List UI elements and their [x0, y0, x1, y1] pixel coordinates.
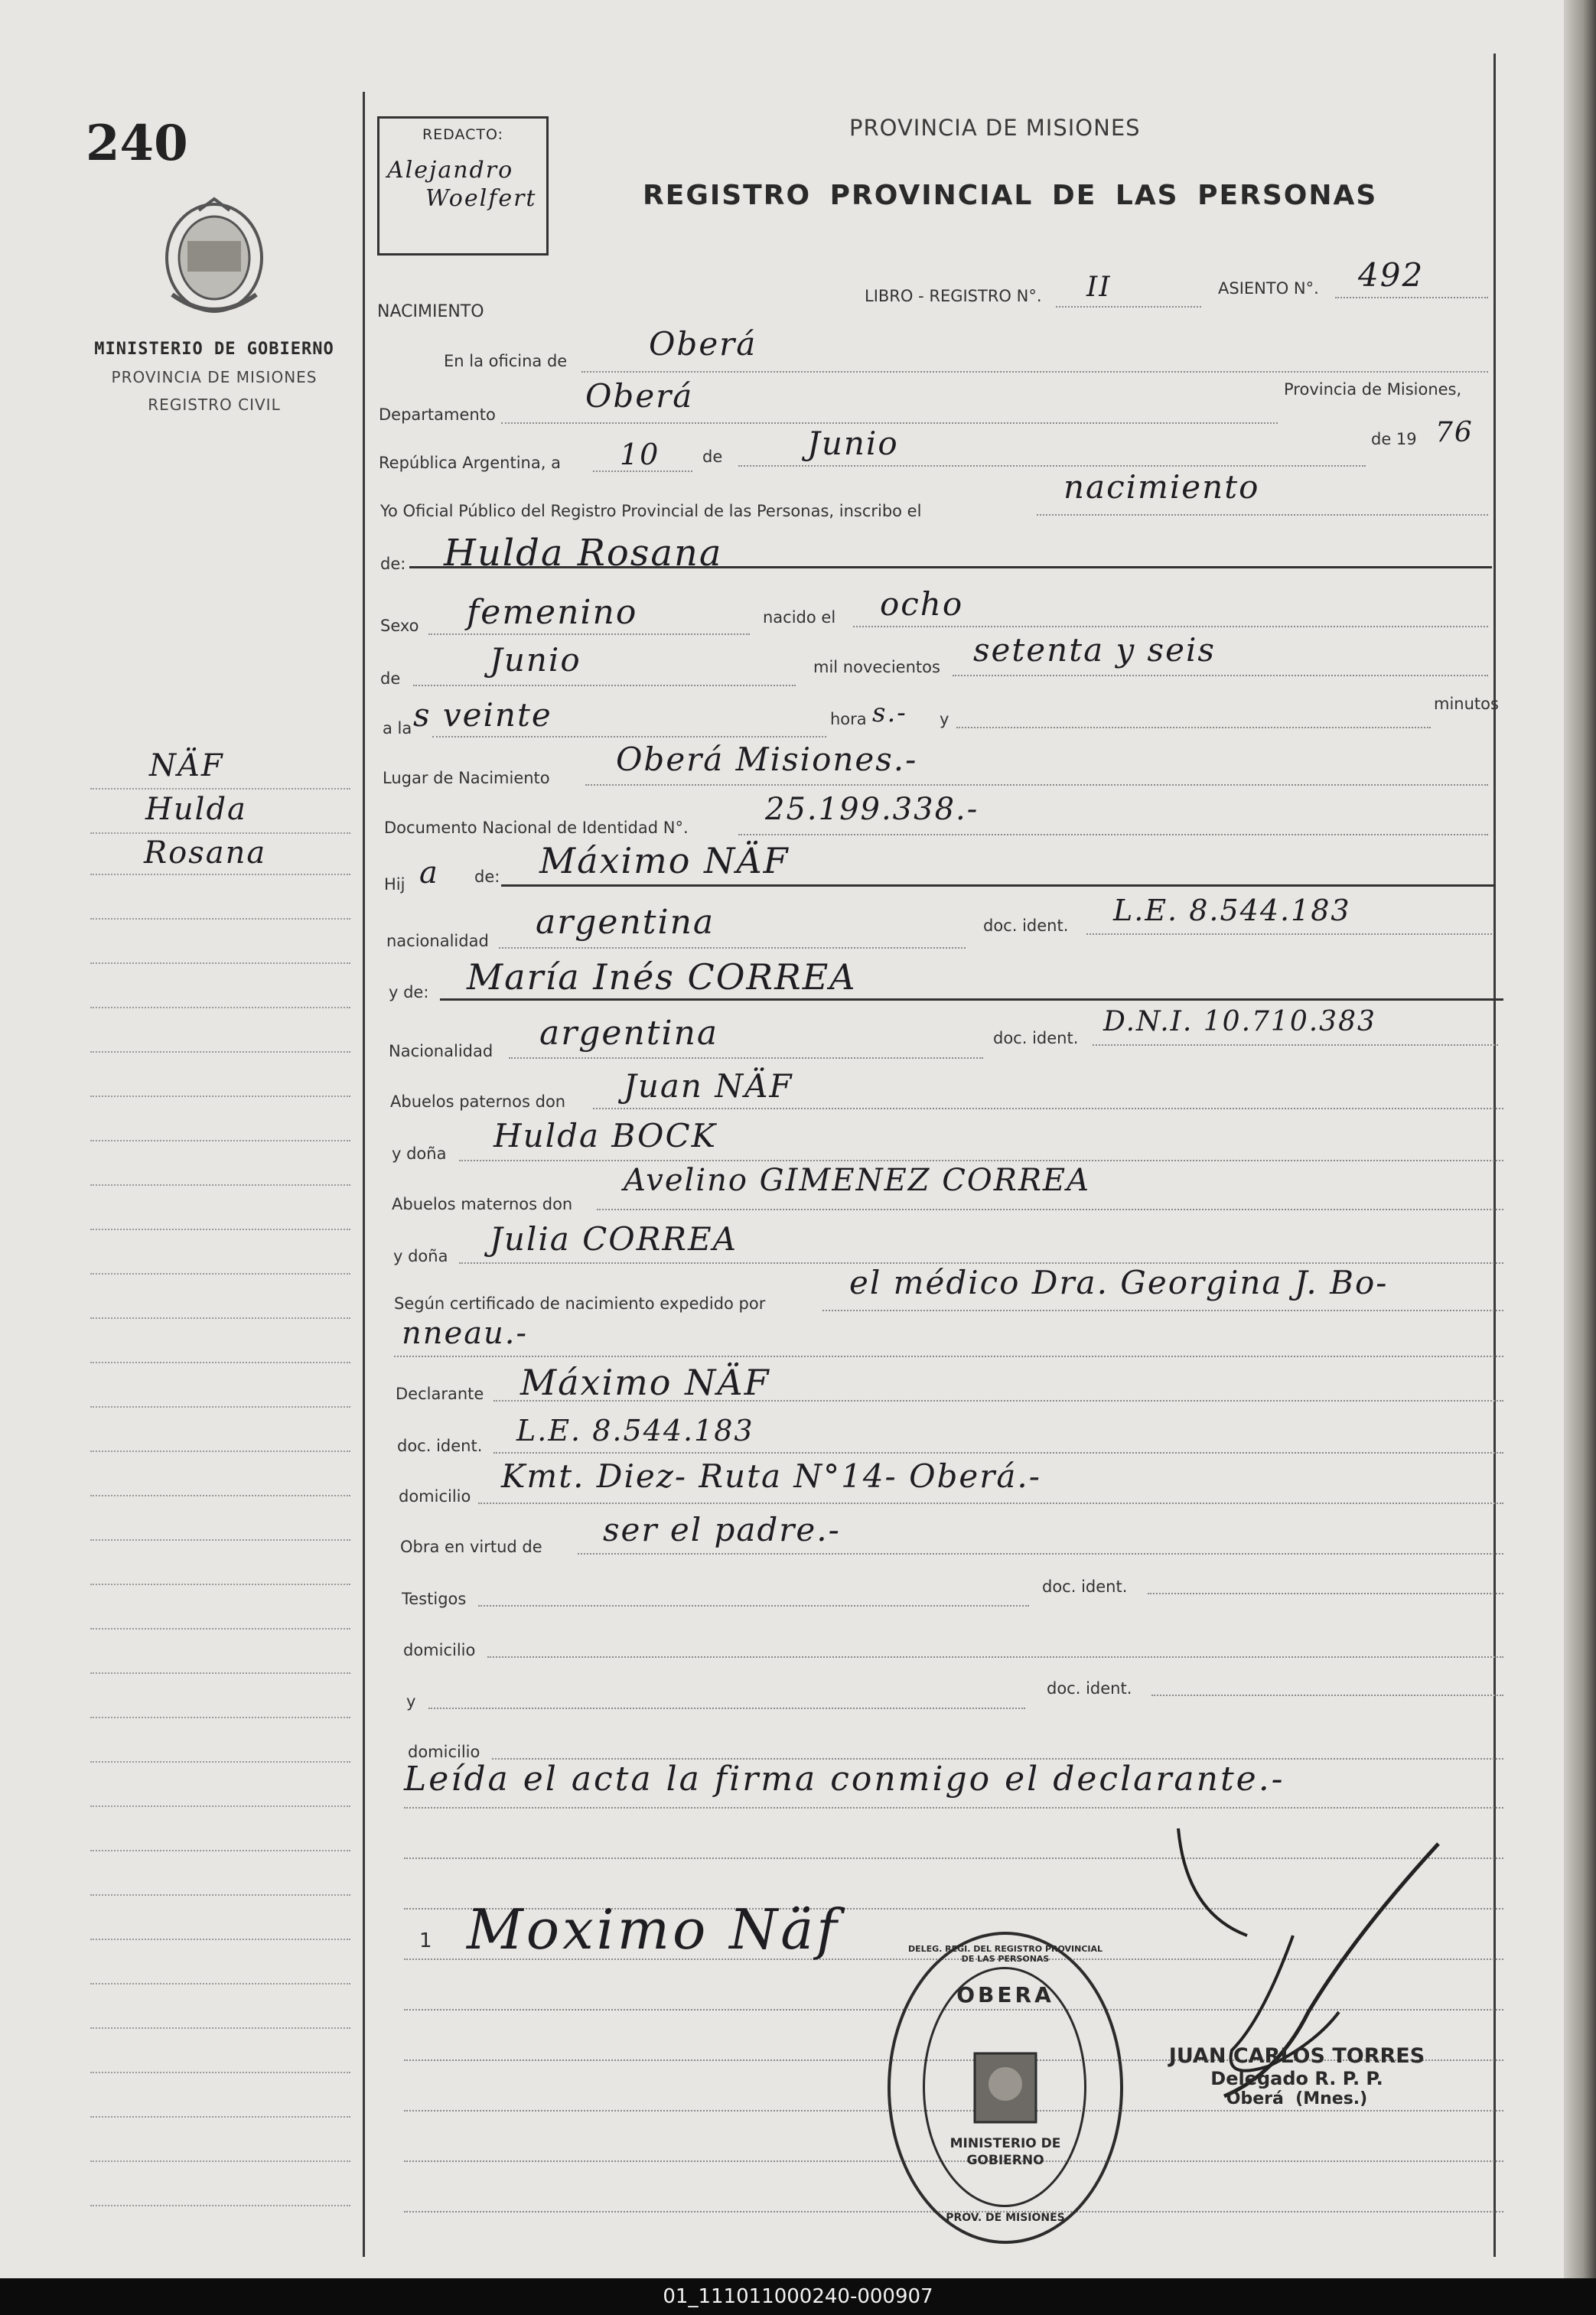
obra-label: Obra en virtud de [400, 1538, 542, 1556]
de2-label: de [380, 669, 401, 688]
asiento-label: ASIENTO N°. [1218, 279, 1319, 298]
section-label: NACIMIENTO [377, 302, 484, 321]
folio-number: 240 [86, 115, 188, 172]
ydona2-label: y doña [393, 1247, 448, 1265]
dni-label: Documento Nacional de Identidad N°. [384, 819, 689, 837]
madre-value: María Inés CORREA [467, 956, 857, 998]
seal-inner-text: MINISTERIO DE GOBIERNO [949, 2136, 1061, 2168]
doc-padre-label: doc. ident. [983, 917, 1069, 935]
republica-label: República Argentina, a [379, 454, 561, 472]
redacto-name-2: Woelfert [425, 185, 537, 212]
seal-emblem-icon [969, 2046, 1042, 2130]
abuelo-mat-value: Avelino GIMENEZ CORREA [624, 1163, 1091, 1198]
oficial-label: Yo Oficial Público del Registro Provincial de las Personas, inscribo el [380, 502, 922, 520]
testigos-label: Testigos [402, 1590, 467, 1608]
doc-madre-label: doc. ident. [993, 1029, 1079, 1047]
hora-value: s.- [872, 698, 907, 728]
nac-padre-label: nacionalidad [386, 932, 489, 950]
left-frame-line [363, 92, 365, 2257]
seal-city: OBERA [956, 1982, 1054, 2007]
official-name: JUAN CARLOS TORRES [1168, 2044, 1425, 2068]
certificado-value-1: el médico Dra. Georgina J. Bo- [849, 1264, 1389, 1301]
dia-value: 10 [620, 438, 660, 471]
dni-value: 25.199.338.- [765, 792, 979, 827]
margin-note-surname: NÄF [149, 748, 224, 783]
inscribo-value: nacimiento [1063, 468, 1260, 506]
madre-underline [440, 998, 1503, 1001]
seal-bottom-text: PROV. DE MISIONES [946, 2212, 1065, 2224]
certificado-value-2: nneau.- [402, 1316, 529, 1351]
header-province: PROVINCIA DE MISIONES [849, 115, 1141, 141]
oficina-label: En la oficina de [444, 352, 568, 370]
official-seal [888, 1932, 1123, 2244]
ala-label: a la [383, 719, 412, 737]
ala-value: s veinte [413, 696, 552, 734]
registry-label: REGISTRO CIVIL [148, 396, 281, 414]
ministry-label: MINISTERIO DE GOBIERNO [94, 340, 334, 359]
provincia-label: Provincia de Misiones, [1284, 380, 1462, 399]
hora-label: hora [830, 710, 867, 728]
yde-label: y de: [389, 983, 429, 1001]
nombre-label: de: [380, 555, 406, 573]
domicilio-value: Kmt. Diez- Ruta N°14- Oberá.- [501, 1457, 1041, 1495]
firma-index: 1 [419, 1929, 432, 1952]
official-place: Oberá (Mnes.) [1226, 2089, 1368, 2108]
de-padre-label: de: [474, 868, 500, 886]
abuela-mat-value: Julia CORREA [490, 1220, 738, 1258]
province-label: PROVINCIA DE MISIONES [111, 368, 318, 386]
anio-label: de 19 [1371, 430, 1417, 448]
official-role: Delegado R. P. P. [1210, 2068, 1383, 2089]
departamento-label: Departamento [379, 405, 496, 424]
file-id-bar: 01_111011000240-000907 [0, 2278, 1596, 2315]
y-label: y [940, 710, 949, 728]
mes-value: Junio [807, 425, 899, 462]
domicilio3-label: domicilio [408, 1743, 480, 1761]
lugar-label: Lugar de Nacimiento [383, 769, 550, 787]
domicilio-label: domicilio [399, 1487, 471, 1506]
nacido-value: ocho [880, 585, 964, 623]
abuela-pat-value: Hulda BOCK [493, 1117, 717, 1154]
nac-madre-value: argentina [539, 1014, 719, 1053]
declarante-label: Declarante [396, 1385, 484, 1403]
nac-padre-value: argentina [536, 903, 715, 942]
nac-madre-label: Nacionalidad [389, 1042, 493, 1060]
page-title: REGISTRO PROVINCIAL DE LAS PERSONAS [643, 180, 1378, 211]
book-spine [1564, 0, 1596, 2278]
domicilio2-label: domicilio [403, 1641, 476, 1659]
obra-value: ser el padre.- [603, 1511, 841, 1548]
declarant-signature: Moximo Näf [467, 1897, 840, 1962]
padre-underline [501, 884, 1496, 887]
mil-label: mil novecientos [813, 658, 940, 676]
hij-label: Hij [384, 875, 406, 894]
sexo-label: Sexo [380, 617, 419, 635]
coat-of-arms-icon [157, 195, 272, 325]
redacto-label: REDACTO: [422, 126, 504, 143]
doc-padre-value: L.E. 8.544.183 [1113, 894, 1351, 927]
margin-note-name-1: Hulda [145, 792, 247, 827]
padre-value: Máximo NÄF [539, 840, 790, 881]
sexo-value: femenino [467, 593, 638, 632]
right-frame-line [1493, 54, 1496, 2257]
anio2-value: setenta y seis [973, 631, 1216, 669]
nombre-underline [409, 566, 1492, 568]
doc-decl-label: doc. ident. [397, 1437, 483, 1455]
certificado-label: Según certificado de nacimiento expedido por [394, 1294, 766, 1313]
margin-note-name-2: Rosana [144, 835, 267, 871]
doc-madre-value: D.N.I. 10.710.383 [1103, 1006, 1376, 1037]
hij-value: a [419, 855, 439, 891]
abuelo-pat-value: Juan NÄF [624, 1067, 793, 1105]
abuelos-mat-label: Abuelos maternos don [392, 1195, 573, 1213]
minutos-label: minutos [1434, 695, 1499, 713]
nombre-value: Hulda Rosana [444, 532, 723, 575]
doc-test1-label: doc. ident. [1042, 1578, 1128, 1596]
asiento-value: 492 [1358, 256, 1425, 294]
nacido-label: nacido el [763, 608, 836, 627]
seal-outer-text: DELEG. REGI. DEL REGISTRO PROVINCIAL DE LAS PERSONAS [907, 1944, 1103, 1964]
cierre-value: Leída el acta la firma conmigo el declarante.- [404, 1760, 1285, 1799]
redacto-name-1: Alejandro [387, 157, 514, 184]
departamento-value: Oberá [585, 377, 694, 415]
doc-decl-value: L.E. 8.544.183 [516, 1414, 754, 1447]
y2-label: y [406, 1692, 416, 1711]
oficina-value: Oberá [649, 325, 757, 363]
mes2-value: Junio [490, 641, 581, 679]
de-label: de [702, 448, 723, 466]
doc-test2-label: doc. ident. [1047, 1679, 1132, 1698]
libro-label: LIBRO - REGISTRO N°. [865, 287, 1042, 305]
anio-value: 76 [1435, 417, 1474, 448]
lugar-value: Oberá Misiones.- [616, 741, 918, 778]
abuelos-pat-label: Abuelos paternos don [390, 1092, 566, 1111]
libro-value: II [1086, 272, 1112, 303]
redacto-box [377, 116, 549, 256]
ydona1-label: y doña [392, 1144, 447, 1163]
declarante-value: Máximo NÄF [520, 1362, 770, 1403]
